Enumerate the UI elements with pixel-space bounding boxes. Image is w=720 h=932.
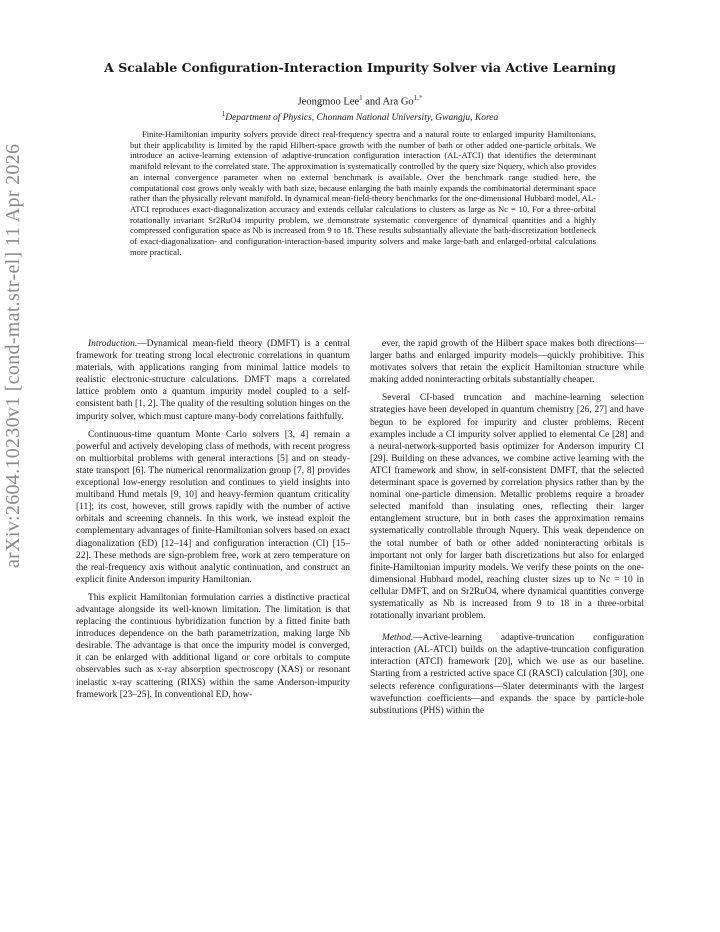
affiliation-text: Department of Physics, Chonnam National University, Gwangju, Korea bbox=[225, 113, 499, 124]
section-lead: Introduction. bbox=[88, 339, 138, 349]
paragraph-text: —Active-learning adaptive-truncation configuration interaction (AL-ATCI) builds on the adaptive-truncation configuration interaction (ATCI) framework [20], which we use as our baseline. Starting from a restricted active space CI (RASCI) calculation [30], one selects reference configurations—Slater determinants with the largest wavefunction coefficients—and expands the space by particle-hole substitutions (PHS) within the bbox=[370, 633, 644, 716]
paragraph-text: —Dynamical mean-field theory (DMFT) is a central framework for treating strong local electronic correlations in quantum materials, with applications ranging from minimal lattice models to realistic electronic-structure calculations. DMFT maps a correlated lattice problem onto a quantum impurity model coupled to a self-consistent bath [1, 2]. The quality of the resulting solution hinges on the impurity solver, which must capture many-body correlations faithfully. bbox=[76, 339, 350, 422]
paragraph-text: Continuous-time quantum Monte Carlo solvers [3, 4] remain a powerful and actively developing class of methods, with recent progress on multiorbital problems with general interactions [5] and on steady-state transport [6]. The numerical renormalization group [7, 8] provides exceptional low-energy resolution and continues to yield insights into multiband Hund metals [9, 10] and heavy-fermion quantum criticality [11]; its cost, however, still grows rapidly with the number of active orbitals and screening channels. In this work, we instead exploit the complementary advantages of finite-Hamiltonian solvers based on exact diagonalization (ED) [12–14] and configuration interaction (CI) [15–22]. These methods are sign-problem free, work at zero temperature on the real-frequency axis without analytic continuation, and construct an explicit finite Anderson impurity Hamiltonian. bbox=[76, 429, 350, 585]
affil-mark: 1 bbox=[221, 110, 226, 118]
body-paragraph bbox=[370, 338, 644, 386]
paragraph-text: Several CI-based truncation and machine-learning selection strategies have been developed in quantum chemistry [26, 27] and have begun to be explored for impurity and cluster problems. Recent examples include a CI impurity solver applied to elemental Ce [28] and a neural-network-supported basis optimizer for Anderson impurity CI [29]. Building on these advances, we combine active learning with the ATCI framework and show, in self-consistent DMFT, that the selected determinant space is governed by correlation physics rather than by the nominal one-particle dimension. Metallic problems require a broader selected manifold than insulating ones, reflecting their larger entanglement structure, but in both cases the approximation remains systematically controllable through Nquery. This weak dependence on the total number of bath or other added noninteracting orbitals is important not only for larger bath discretizations but also for enlarged finite-Hamiltonian impurity models. We verify these points on the one-dimensional Hubbard model, reaching cluster sizes up to Nc = 10 in cellular DMFT, and on Sr2RuO4, where dynamical quantities converge systematically as Nb is increased from 9 to 18 in a three-orbital rotationally invariant problem. bbox=[370, 393, 644, 622]
author-name: Ara Go bbox=[382, 96, 414, 108]
author-name: Jeongmoo Lee bbox=[297, 96, 360, 108]
abstract: Finite-Hamiltonian impurity solvers provide direct real-frequency spectra and a natural route to enlarged impurity Hamiltonians, but their applicability is limited by the rapid Hilbert-space growth with the number of bath or other added one-particle orbitals. We introduce an active-learning extension of adaptive-truncation configuration interaction (AL-ATCI) that identifies the determinant manifold relevant to the correlated state. The approximation is systematically controlled by the query size Nquery, which also provides an internal convergence parameter when no external benchmark is available. Over the benchmark range studied here, the computational cost grows only weakly with bath size, because enlarging the bath mainly expands the combinatorial determinant space rather than the physically relevant manifold. In dynamical mean-field-theory benchmarks for the one-dimensional Hubbard model, AL-ATCI reproduces exact-diagonalization accuracy and extends cellular calculations to clusters as large as Nc = 10. For a three-orbital rotationally invariant Sr2RuO4 impurity problem, we demonstrate systematic convergence of dynamical quantities and a highly compressed configuration space as Nb is increased from 9 to 18. These results substantially alleviate the bath-discretization bottleneck of exact-diagonalization- and configuration-interaction-based impurity solvers and make large-bath and enlarged-orbital calculations more practical. bbox=[130, 129, 596, 257]
affiliation bbox=[80, 110, 640, 123]
author-line bbox=[80, 94, 640, 108]
author-affil-mark: 1 bbox=[359, 94, 363, 102]
body-column-right bbox=[370, 338, 644, 717]
author-conjunction: and bbox=[365, 96, 381, 108]
arxiv-id-text: arXiv:2604.10230v1 [cond-mat.str-el] 11 Apr 2026 bbox=[2, 143, 24, 568]
paragraph-text: This explicit Hamiltonian formulation carries a distinctive practical advantage alongside its well-known limitation. The limitation is that replacing the continuous hybridization function by a fitted finite bath introduces dependence on the bath parametrization, making large Nb desirable. The advantage is that once the impurity model is converged, it can be enlarged with additional ligand or core orbitals to compute observables such as x-ray absorption spectroscopy (XAS) or resonant inelastic x-ray scattering (RIXS) within the same Anderson-impurity framework [23–25]. In conventional ED, how- bbox=[76, 592, 350, 700]
body-paragraph bbox=[76, 592, 350, 701]
body-paragraph bbox=[370, 392, 644, 622]
body-column-left bbox=[76, 338, 350, 701]
section-lead: Method. bbox=[382, 633, 414, 644]
paragraph-text: ever, the rapid growth of the Hilbert space makes both directions—larger baths and enlarged impurity models—quickly prohibitive. This motivates solvers that retain the explicit Hamiltonian structure while making added noninteracting orbitals substantially cheaper. bbox=[370, 339, 644, 386]
corresponding-author-link[interactable]: * bbox=[418, 94, 423, 102]
body-paragraph bbox=[370, 632, 644, 717]
body-paragraph bbox=[76, 429, 350, 586]
author-affil-mark: 1, bbox=[413, 94, 419, 102]
paper-title: A Scalable Configuration-Interaction Impurity Solver via Active Learning bbox=[104, 60, 616, 75]
body-paragraph bbox=[76, 338, 350, 423]
arxiv-identifier[interactable] bbox=[2, 143, 25, 568]
